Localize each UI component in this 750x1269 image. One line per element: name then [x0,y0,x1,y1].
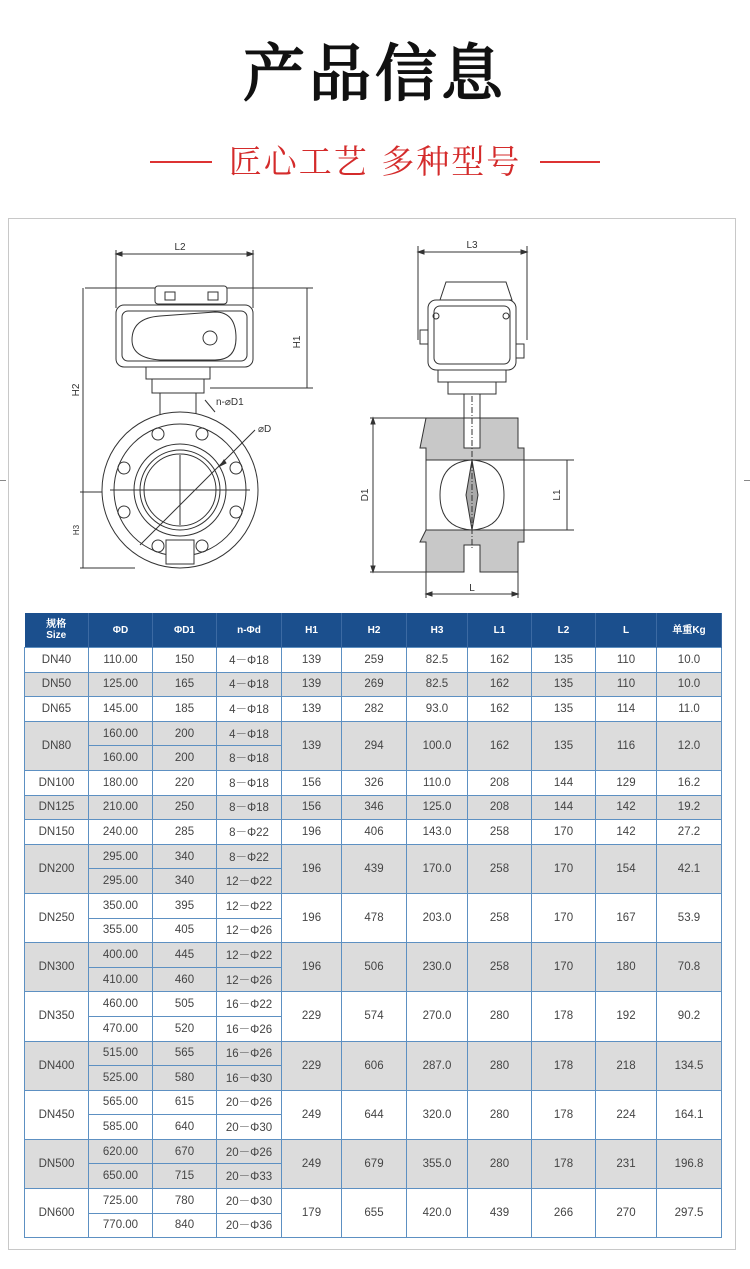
table-cell: 12－Φ22 [217,869,282,894]
table-cell: 139 [282,721,342,770]
table-cell: 8－Φ22 [217,820,282,845]
table-cell: DN600 [25,1189,89,1238]
table-cell: 135 [532,697,596,722]
table-cell: 164.1 [657,1090,722,1139]
table-cell: 295.00 [89,869,153,894]
table-cell: 200 [153,721,217,746]
table-cell: 280 [468,1139,532,1188]
dim-l: L [469,583,475,594]
table-cell: 460.00 [89,992,153,1017]
table-cell: 178 [532,1041,596,1090]
table-cell: 156 [282,770,342,795]
dim-l1: L1 [552,489,563,501]
table-cell: 4－Φ18 [217,672,282,697]
table-cell: 11.0 [657,697,722,722]
table-cell: 185 [153,697,217,722]
table-cell: 139 [282,648,342,673]
table-cell: 192 [596,992,657,1041]
table-cell: 270.0 [407,992,468,1041]
table-cell: 230.0 [407,943,468,992]
table-cell: 110 [596,648,657,673]
column-header: H1 [282,613,342,648]
table-cell: 196.8 [657,1139,722,1188]
table-cell: 200 [153,746,217,771]
table-cell: 125.0 [407,795,468,820]
side-view [370,246,574,598]
table-cell: 470.00 [89,1016,153,1041]
table-cell: 196 [282,893,342,942]
table-cell: 208 [468,795,532,820]
table-cell: 269 [342,672,407,697]
table-cell: DN125 [25,795,89,820]
table-cell: DN300 [25,943,89,992]
table-cell: 266 [532,1189,596,1238]
table-cell: 210.00 [89,795,153,820]
table-cell: 16.2 [657,770,722,795]
table-row [25,1090,722,1115]
table-cell: 167 [596,893,657,942]
table-cell: 139 [282,672,342,697]
table-cell: 410.00 [89,967,153,992]
table-cell: 258 [468,820,532,845]
table-cell: 346 [342,795,407,820]
table-row [25,820,722,845]
table-cell: 478 [342,893,407,942]
table-cell: 12－Φ26 [217,967,282,992]
table-cell: 20－Φ26 [217,1139,282,1164]
table-cell: 203.0 [407,893,468,942]
table-cell: 460 [153,967,217,992]
table-cell: 142 [596,795,657,820]
column-header: L2 [532,613,596,648]
table-cell: 670 [153,1139,217,1164]
table-cell: 259 [342,648,407,673]
subtitle: 匠心工艺 多种型号 [228,142,522,181]
valve-drawing [0,0,750,610]
table-cell: 218 [596,1041,657,1090]
table-cell: 142 [596,820,657,845]
table-cell: 178 [532,1090,596,1139]
table-row [25,1189,722,1214]
table-cell: 27.2 [657,820,722,845]
table-cell: 780 [153,1189,217,1214]
dim-h2: H2 [71,383,82,397]
table-cell: 143.0 [407,820,468,845]
table-cell: 134.5 [657,1041,722,1090]
table-cell: DN65 [25,697,89,722]
table-cell: 326 [342,770,407,795]
table-cell: 20－Φ33 [217,1164,282,1189]
table-cell: 10.0 [657,672,722,697]
table-cell: DN100 [25,770,89,795]
table-cell: 19.2 [657,795,722,820]
table-cell: 280 [468,992,532,1041]
table-cell: 615 [153,1090,217,1115]
table-cell: 355.0 [407,1139,468,1188]
table-cell: 162 [468,648,532,673]
table-cell: 395 [153,893,217,918]
spec-header-row [25,613,722,648]
table-cell: 144 [532,795,596,820]
table-row [25,1041,722,1066]
table-cell: 170 [532,820,596,845]
table-cell: 231 [596,1139,657,1188]
table-cell: 170 [532,893,596,942]
column-header: L [596,613,657,648]
table-cell: 506 [342,943,407,992]
table-cell: 406 [342,820,407,845]
table-cell: 160.00 [89,721,153,746]
table-cell: 840 [153,1213,217,1238]
table-cell: 340 [153,844,217,869]
dim-l2: L2 [174,242,186,253]
column-header: H2 [342,613,407,648]
table-cell: 725.00 [89,1189,153,1214]
table-cell: 93.0 [407,697,468,722]
column-header: n-Φd [217,613,282,648]
table-cell: DN50 [25,672,89,697]
table-cell: 116 [596,721,657,770]
table-cell: 12－Φ26 [217,918,282,943]
table-cell: 640 [153,1115,217,1140]
table-cell: 53.9 [657,893,722,942]
table-cell: 445 [153,943,217,968]
spec-table [24,613,722,1238]
table-cell: 565.00 [89,1090,153,1115]
table-cell: 16－Φ26 [217,1041,282,1066]
table-cell: 196 [282,820,342,845]
table-cell: 135 [532,721,596,770]
dim-l3: L3 [466,240,478,251]
column-header: ΦD1 [153,613,217,648]
table-cell: 249 [282,1139,342,1188]
table-cell: 162 [468,697,532,722]
table-cell: 170.0 [407,844,468,893]
label-od: ⌀D [258,424,272,435]
table-cell: 162 [468,672,532,697]
table-cell: 100.0 [407,721,468,770]
table-row [25,770,722,795]
table-cell: 180 [596,943,657,992]
table-cell: 294 [342,721,407,770]
table-cell: 770.00 [89,1213,153,1238]
table-cell: 439 [468,1189,532,1238]
table-cell: 160.00 [89,746,153,771]
table-cell: 4－Φ18 [217,697,282,722]
table-cell: 405 [153,918,217,943]
column-header: L1 [468,613,532,648]
table-cell: 8－Φ22 [217,844,282,869]
table-cell: 320.0 [407,1090,468,1139]
table-cell: 180.00 [89,770,153,795]
table-cell: 258 [468,844,532,893]
table-cell: DN40 [25,648,89,673]
table-cell: 110.00 [89,648,153,673]
table-row [25,844,722,869]
table-cell: 224 [596,1090,657,1139]
table-cell: 139 [282,697,342,722]
table-cell: 20－Φ30 [217,1115,282,1140]
column-header: 规格 Size [25,613,89,648]
table-row [25,795,722,820]
table-cell: 20－Φ26 [217,1090,282,1115]
table-cell: 162 [468,721,532,770]
table-cell: 250 [153,795,217,820]
table-cell: 170 [532,844,596,893]
table-cell: 16－Φ22 [217,992,282,1017]
table-cell: 16－Φ26 [217,1016,282,1041]
table-cell: 585.00 [89,1115,153,1140]
table-cell: 229 [282,992,342,1041]
dim-d1: D1 [360,488,371,502]
table-cell: 565 [153,1041,217,1066]
table-cell: 8－Φ18 [217,770,282,795]
column-header: 单重Kg [657,613,722,648]
table-cell: 340 [153,869,217,894]
table-cell: 110 [596,672,657,697]
table-cell: DN500 [25,1139,89,1188]
table-cell: 4－Φ18 [217,648,282,673]
table-row [25,721,722,746]
table-cell: 285 [153,820,217,845]
table-cell: 520 [153,1016,217,1041]
table-cell: DN350 [25,992,89,1041]
table-cell: 258 [468,943,532,992]
column-header: H3 [407,613,468,648]
table-cell: 179 [282,1189,342,1238]
table-cell: 156 [282,795,342,820]
table-cell: 70.8 [657,943,722,992]
column-header: ΦD [89,613,153,648]
table-cell: 240.00 [89,820,153,845]
table-cell: 644 [342,1090,407,1139]
table-cell: 515.00 [89,1041,153,1066]
table-cell: 420.0 [407,1189,468,1238]
table-cell: 655 [342,1189,407,1238]
label-nd1: n-⌀D1 [216,397,244,408]
table-row [25,893,722,918]
table-cell: 145.00 [89,697,153,722]
table-cell: 90.2 [657,992,722,1041]
table-cell: 650.00 [89,1164,153,1189]
table-cell: 196 [282,844,342,893]
table-cell: 110.0 [407,770,468,795]
table-cell: 135 [532,672,596,697]
table-cell: 208 [468,770,532,795]
table-cell: 679 [342,1139,407,1188]
table-cell: 16－Φ30 [217,1066,282,1091]
table-row [25,992,722,1017]
table-cell: DN80 [25,721,89,770]
table-cell: 12－Φ22 [217,893,282,918]
table-cell: 297.5 [657,1189,722,1238]
table-cell: 295.00 [89,844,153,869]
table-cell: 82.5 [407,648,468,673]
table-cell: 400.00 [89,943,153,968]
table-cell: 20－Φ30 [217,1189,282,1214]
table-cell: DN450 [25,1090,89,1139]
table-cell: 229 [282,1041,342,1090]
table-cell: DN200 [25,844,89,893]
table-cell: 114 [596,697,657,722]
table-cell: 12.0 [657,721,722,770]
table-cell: 10.0 [657,648,722,673]
table-cell: DN250 [25,893,89,942]
page-title: 产品信息 [242,37,507,110]
table-cell: 196 [282,943,342,992]
table-cell: 439 [342,844,407,893]
table-cell: 270 [596,1189,657,1238]
table-cell: 12－Φ22 [217,943,282,968]
table-cell: DN400 [25,1041,89,1090]
table-cell: 525.00 [89,1066,153,1091]
table-cell: 170 [532,943,596,992]
table-cell: 606 [342,1041,407,1090]
dim-h3: H3 [72,524,81,536]
table-cell: 282 [342,697,407,722]
table-cell: 150 [153,648,217,673]
table-cell: 144 [532,770,596,795]
table-row [25,943,722,968]
front-view [80,250,313,568]
table-cell: 620.00 [89,1139,153,1164]
table-cell: 8－Φ18 [217,795,282,820]
table-row [25,672,722,697]
table-cell: 154 [596,844,657,893]
dim-h1: H1 [292,335,303,349]
table-cell: 280 [468,1090,532,1139]
table-row [25,1139,722,1164]
table-cell: 287.0 [407,1041,468,1090]
table-row [25,648,722,673]
table-cell: 178 [532,1139,596,1188]
table-cell: 165 [153,672,217,697]
table-cell: 8－Φ18 [217,746,282,771]
table-cell: 505 [153,992,217,1017]
table-cell: 355.00 [89,918,153,943]
table-cell: 258 [468,893,532,942]
table-row [25,697,722,722]
table-cell: 4－Φ18 [217,721,282,746]
table-cell: 125.00 [89,672,153,697]
table-cell: DN150 [25,820,89,845]
table-cell: 580 [153,1066,217,1091]
table-cell: 42.1 [657,844,722,893]
table-cell: 129 [596,770,657,795]
table-cell: 20－Φ36 [217,1213,282,1238]
table-cell: 715 [153,1164,217,1189]
table-cell: 350.00 [89,893,153,918]
table-cell: 135 [532,648,596,673]
table-cell: 574 [342,992,407,1041]
table-cell: 82.5 [407,672,468,697]
table-cell: 178 [532,992,596,1041]
table-cell: 249 [282,1090,342,1139]
table-cell: 220 [153,770,217,795]
table-cell: 280 [468,1041,532,1090]
